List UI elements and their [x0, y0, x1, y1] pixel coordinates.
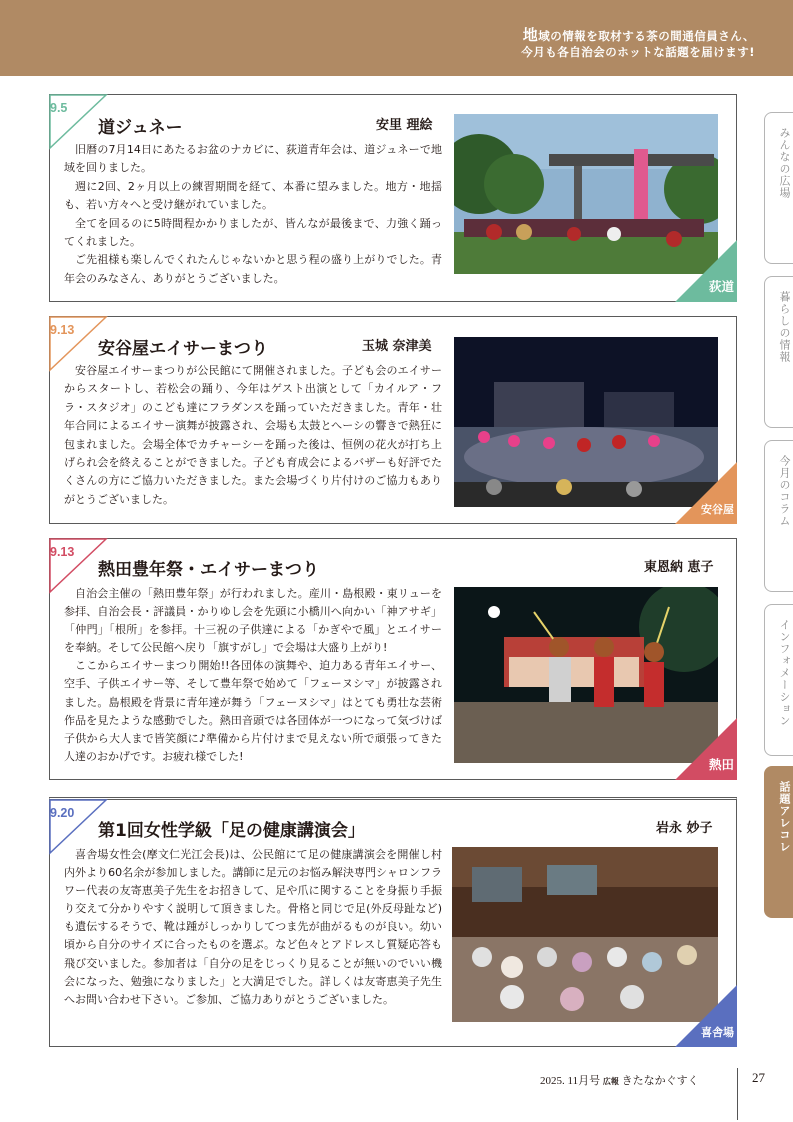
area-label: 喜舎場	[701, 1026, 734, 1039]
side-tab-label: インフォメーション	[778, 619, 791, 727]
article-date: 9.20	[50, 806, 75, 820]
side-tab-label: 暮らしの情報	[778, 291, 791, 363]
footer-divider	[737, 1068, 738, 1120]
article-date: 9.5	[50, 101, 68, 115]
side-tab-label: 今月のコラム	[778, 455, 791, 527]
paragraph: 週に2回、2ヶ月以上の練習期間を経て、本番に望みました。地方・地揺も、若い方々へと受け継がれていました。	[64, 179, 442, 212]
paragraph: 自治会主催の「熱田豊年祭」が行われました。産川・島根殿・東リューを参拝、自治会長・評議員・かりゆし会を先頭に小橋川へ向かい「神アサギ」「仲門」「根所」を参拝。十三祝の子供達による「かぎやで風」とエイサーを奉納。そして公民館へ戻り「旗すがし」で会場は大盛り上がり!	[64, 587, 442, 655]
article-body	[64, 585, 442, 766]
article-title: 安谷屋エイサーまつり	[98, 339, 268, 359]
side-tab-kurashi-no-jouhou[interactable]	[764, 276, 793, 428]
side-tab-label: みんなの広場	[778, 127, 791, 199]
publication-name: きたなかぐすく	[621, 1075, 699, 1087]
paragraph: 旧暦の7月14日にあたるお盆のナカビに、荻道青年会は、道ジュネーで地域を回りました。	[64, 143, 442, 175]
footer-issue	[540, 1072, 699, 1088]
article-card-atta-hounensai	[49, 538, 737, 780]
area-label: 熱田	[708, 757, 734, 772]
page-number: 27	[752, 1070, 765, 1085]
article-body	[64, 141, 442, 288]
article-author: 玉城 奈津美	[362, 339, 432, 354]
article-body	[64, 846, 442, 1009]
article-title: 第1回女性学級「足の健康講演会」	[98, 821, 365, 841]
side-tab-information[interactable]	[764, 604, 793, 756]
area-label: 荻道	[708, 279, 734, 294]
kouhou-label: 広報	[602, 1077, 619, 1086]
article-body	[64, 362, 442, 509]
article-author: 岩永 妙子	[656, 821, 713, 836]
side-tab-label: 話題アレコレ	[778, 781, 791, 853]
article-card-kishaba-lecture	[49, 797, 737, 1047]
header-band	[0, 0, 793, 76]
side-tab-minna-no-hiroba[interactable]	[764, 112, 793, 264]
paragraph: 喜舎場女性会(摩文仁光江会長)は、公民館にて足の健康講演会を開催し村内外より60名余が参加しました。講師に足元のお悩み解決専門シャロンフラワー代表の友寄恵美子先生をお招きして、足や爪に関することを身振り手振り交えて分かりやすく説明して頂きました。骨格と同じで足(外反母趾など)も遺伝するそうで、靴は踵がしっかりしてつま先が曲がるものが良い。幼い頃から自分のサイズに合ったものを選ぶ。など色々とアドレスし質疑応答も飛び交いました。参加者は「自分の足をじっくり見ることが無いのでいい機会になった、勉強になりました」と大満足でした。詳しくは友寄恵美子先生へお問い合わせ下さい。ご参加、ご協力ありがとうございました。	[64, 848, 442, 1006]
article-card-adaniya-eisa	[49, 316, 737, 524]
article-author: 安里 理絵	[376, 118, 433, 133]
side-tab-kongetsu-no-column[interactable]	[764, 440, 793, 592]
issue-date: 2025. 11月号	[540, 1075, 601, 1087]
article-date: 9.13	[50, 545, 75, 559]
paragraph: ここからエイサーまつり開始!!各団体の演舞や、迫力ある青年エイサー、空手、子供エイサー等、そして豊年祭で始めて「フェーヌシマ」が披露されました。島根殿を背景に青年達が舞う「フェーヌシマ」はとても勇壮な芸術作品を見たような感動でした。熱田音頭では各団体が一つになって気づけば子供から大人まで皆笑顔に♪準備から片付けまで見えない所で頑張ってきた人達のおかげです。お疲れ様でした!	[64, 659, 442, 763]
area-label: 安谷屋	[701, 503, 734, 516]
paragraph: 安谷屋エイサーまつりが公民館にて開催されました。子ども会のエイサーからスタートし、若松会の踊り、今年はゲスト出演として「カイルア・フラ・スタジオ」のこども達にフラダンスを踊っていただきました。青年・壮年合同によるエイサー演舞が披露され、会場も太鼓とへーシの響きで熱狂に包まれました。会場全体でカチャーシーを踊った後は、恒例の花火が打ち上げられ会を終えることができました。子ども育成会によるバザーも好評でたくさんの方にご協力いただきました。また会場づくり片付けのご協力もありがとうございました。	[64, 364, 442, 506]
paragraph: 全てを回るのに5時間程かかりましたが、皆んなが最後まで、力強く踊ってくれました。	[64, 216, 442, 249]
article-title: 道ジュネー	[98, 118, 183, 138]
article-author: 東恩納 恵子	[644, 560, 714, 575]
article-card-michijunee	[49, 94, 737, 302]
side-tab-wadai-arekore[interactable]	[764, 766, 793, 918]
article-date: 9.13	[50, 323, 75, 337]
paragraph: ご先祖様も楽しんでくれたんじゃないかと思う程の盛り上がりでした。青年会のみなさん、ありがとうございました。	[64, 253, 442, 285]
header-line-1: 地域の情報を取材する茶の間通信員さん、	[522, 26, 755, 44]
article-title: 熱田豊年祭・エイサーまつり	[98, 560, 319, 580]
header-line-2: 今月も各自治会のホットな話題を届けます!	[521, 45, 755, 59]
